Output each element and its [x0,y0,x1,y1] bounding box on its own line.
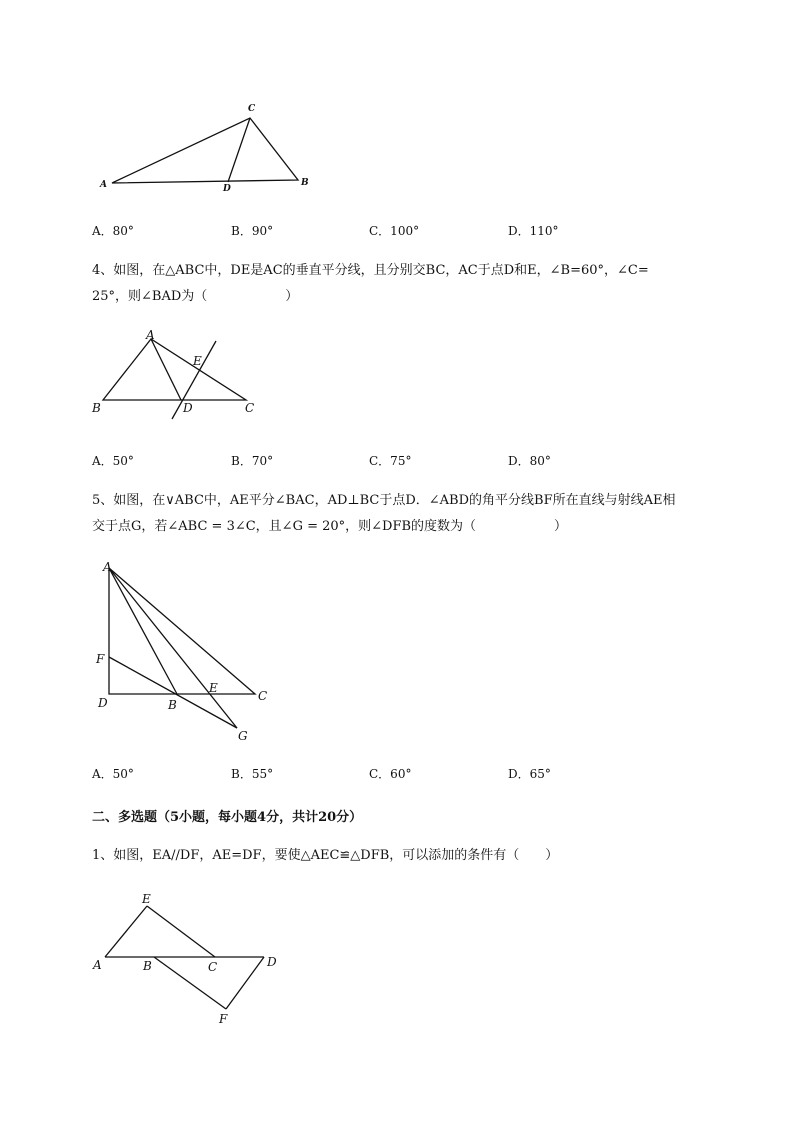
label-c: C [258,689,268,703]
label-f: F [96,652,105,666]
q5-option-c: C．60° [369,767,412,781]
q3-option-a: A．80° [92,224,134,238]
segment-ae [105,906,147,957]
q4-text-line2: 25°，则∠BAD为（ ） [92,289,299,304]
label-f: F [219,1012,228,1026]
label-d: D [183,401,193,415]
label-b: B [143,959,152,973]
label-c: C [248,104,256,114]
label-b: B [92,401,101,415]
section-title: 二、多选题（5小题，每小题4分，共计20分） [92,810,363,825]
line-fg [109,657,237,728]
label-a: A [146,328,155,342]
q5-text-line2: 交于点G，若∠ABC = 3∠C，且∠G = 20°，则∠DFB的度数为（ ） [92,519,568,534]
q5-option-a: A．50° [92,767,134,781]
q5-figure [92,558,282,748]
label-b: B [168,698,177,712]
label-e: E [209,681,218,695]
label-b: B [301,178,309,188]
label-e: E [193,354,202,368]
label-g: G [238,729,248,743]
m1-text-line1: 1、如图，EA//DF，AE=DF，要使△AEC≌△DFB，可以添加的条件有（ ） [92,848,559,863]
perpendicular-bisector-de [172,341,216,419]
q4-figure [88,325,278,425]
triangle-adc [109,568,255,694]
q5-option-b: B．55° [231,767,274,781]
q3-option-c: C．100° [369,224,420,238]
segment-cd [228,118,250,182]
q4-option-c: C．75° [369,454,412,468]
q3-option-b: B．90° [231,224,274,238]
q4-text-line1: 4、如图，在△ABC中，DE是AC的垂直平分线，且分别交BC，AC于点D和E，∠B=60°，∠C= [92,263,649,278]
segment-fd [226,957,264,1009]
label-e: E [142,892,151,906]
label-a: A [100,180,107,190]
triangle-abc [112,118,298,183]
label-d: D [267,955,277,969]
label-a: A [103,560,112,574]
q5-option-d: D．65° [508,767,551,781]
segment-ec [147,906,215,957]
q4-option-b: B．70° [231,454,274,468]
m1-figure [88,885,288,1030]
label-c: C [245,401,255,415]
triangle-abc [103,339,246,400]
q3-figure [90,98,320,198]
q5-text-line1: 5、如图，在∨ABC中，AE平分∠BAC，AD⊥BC于点D．∠ABD的角平分线BF所在直线与射线AE相 [92,493,676,508]
q3-option-d: D．110° [508,224,559,238]
label-a: A [93,958,102,972]
label-d: D [98,696,108,710]
q4-option-d: D．80° [508,454,551,468]
segment-ab [109,568,177,694]
label-c: C [208,960,218,974]
q4-option-a: A．50° [92,454,134,468]
label-d: D [223,184,231,194]
